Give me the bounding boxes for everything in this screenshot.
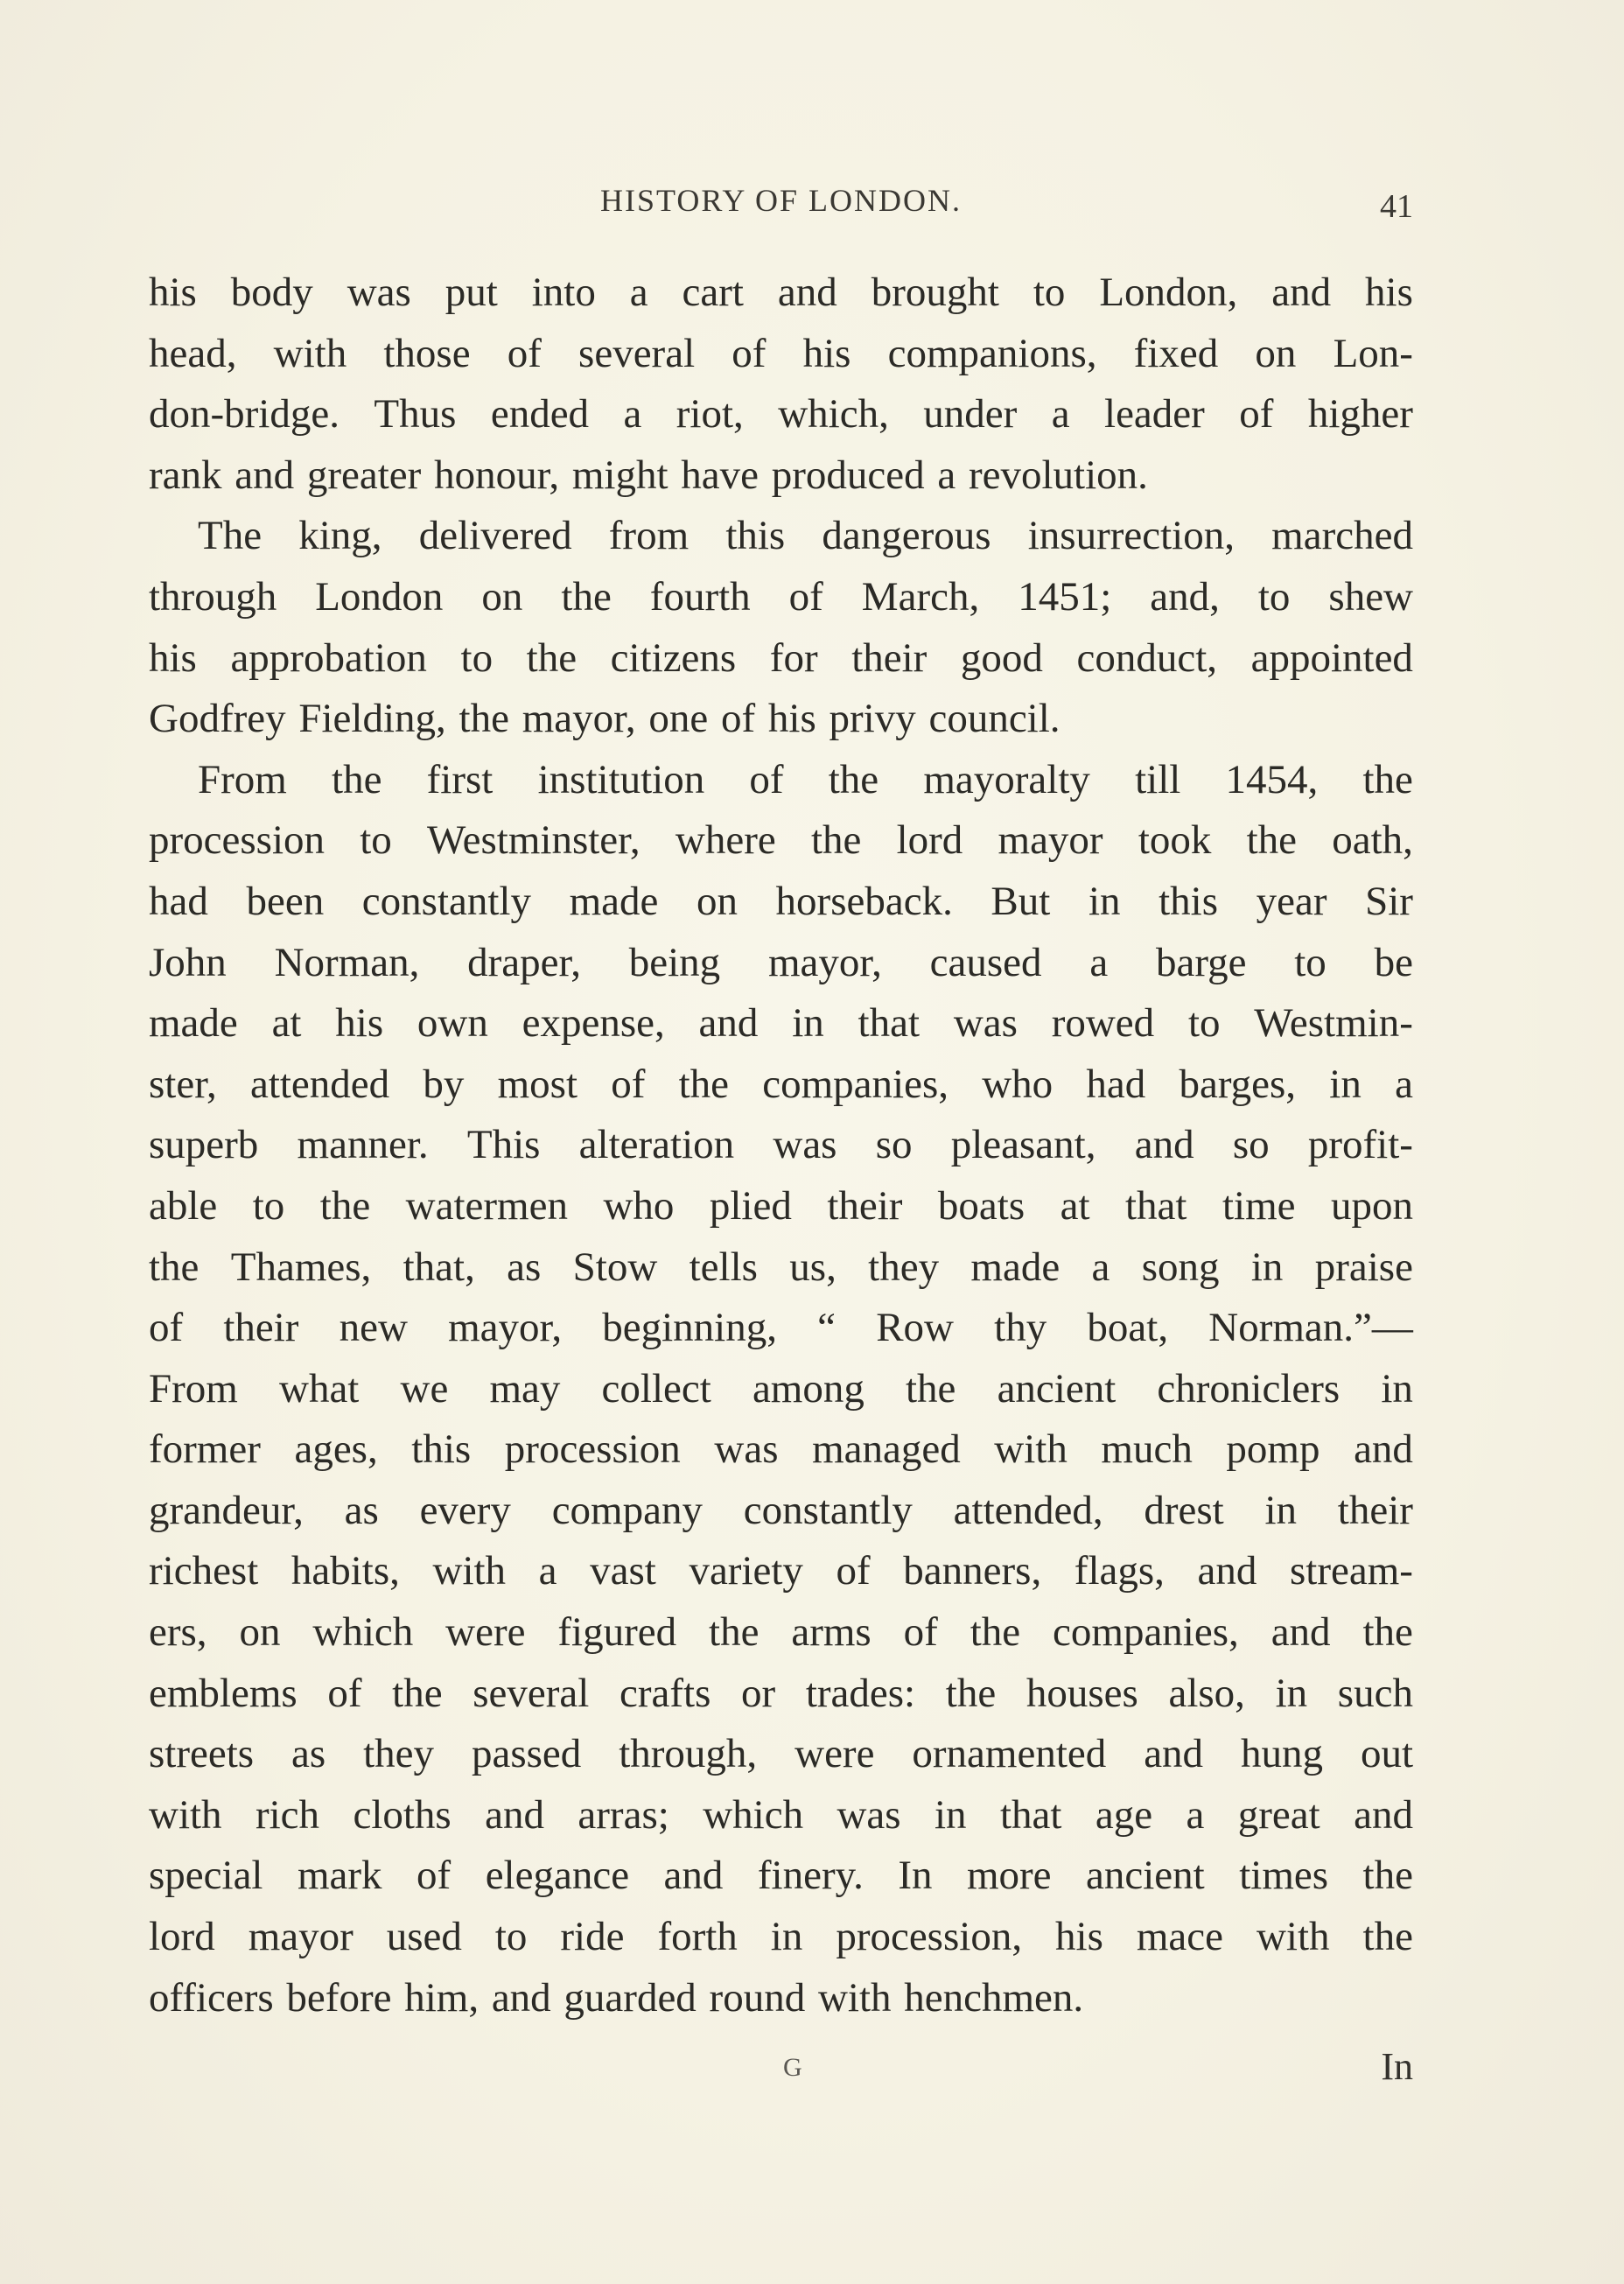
- text-line: grandeur, as every company constantly attended, drest in their: [149, 1487, 1413, 1533]
- text-line: able to the watermen who plied their boats at that time upon: [149, 1182, 1413, 1229]
- text-line: procession to Westminster, where the lord mayor took the oath,: [149, 817, 1413, 864]
- text-line: made at his own expense, and in that was rowed to Westmin-: [149, 1000, 1413, 1047]
- text-line: had been constantly made on horseback. But in this year Sir: [149, 878, 1413, 924]
- text-line: officers before him, and guarded round with henchmen.: [149, 1974, 1084, 2021]
- text-line: superb manner. This alteration was so pleasant, and so profit-: [149, 1122, 1413, 1168]
- text-line: John Norman, draper, being mayor, caused a barge to be: [149, 939, 1413, 985]
- page-footer: [149, 2044, 1413, 2097]
- text-line: his approbation to the citizens for their good conduct, appointed: [149, 634, 1413, 681]
- page-header: [149, 182, 1413, 235]
- catchword: In: [1381, 2045, 1413, 2088]
- text-line: emblems of the several crafts or trades: the houses also, in such: [149, 1670, 1413, 1716]
- text-line: ers, on which were figured the arms of the companies, and the: [149, 1609, 1413, 1656]
- text-line: Godfrey Fielding, the mayor, one of his privy council.: [149, 696, 1060, 742]
- text-line: The king, delivered from this dangerous insurrection, marched: [198, 513, 1413, 559]
- text-line: ster, attended by most of the companies, who had barges, in a: [149, 1061, 1413, 1107]
- text-line: through London on the fourth of March, 1451; and, to shew: [149, 573, 1413, 620]
- text-line: former ages, this procession was managed with much pomp and: [149, 1426, 1413, 1473]
- running-title: HISTORY OF LONDON.: [599, 183, 962, 218]
- text-line: the Thames, that, as Stow tells us, they made a song in praise: [149, 1244, 1413, 1290]
- text-line: richest habits, with a vast variety of banners, flags, and stream-: [149, 1548, 1413, 1594]
- text-line: with rich cloths and arras; which was in that age a great and: [149, 1791, 1413, 1838]
- text-line: From what we may collect among the ancient chroniclers in: [149, 1365, 1413, 1412]
- signature-mark: G: [783, 2053, 802, 2082]
- text-line: lord mayor used to ride forth in procession, his mace with the: [149, 1914, 1413, 1960]
- body-text: [149, 263, 1413, 2028]
- text-line: From the first institution of the mayoralty till 1454, the: [198, 756, 1413, 802]
- text-line: of their new mayor, beginning, “ Row thy boat, Norman.”—: [149, 1305, 1413, 1351]
- text-line: head, with those of several of his companions, fixed on Lon-: [149, 330, 1413, 376]
- text-line: special mark of elegance and finery. In more ancient times the: [149, 1853, 1413, 1899]
- page-number: 41: [1380, 188, 1413, 225]
- text-line: don-bridge. Thus ended a riot, which, under a leader of higher: [149, 391, 1413, 438]
- text-line: his body was put into a cart and brought to London, and his: [149, 270, 1413, 315]
- text-line: streets as they passed through, were ornamented and hung out: [149, 1731, 1413, 1777]
- text-line: rank and greater honour, might have produced a revolution.: [149, 452, 1148, 498]
